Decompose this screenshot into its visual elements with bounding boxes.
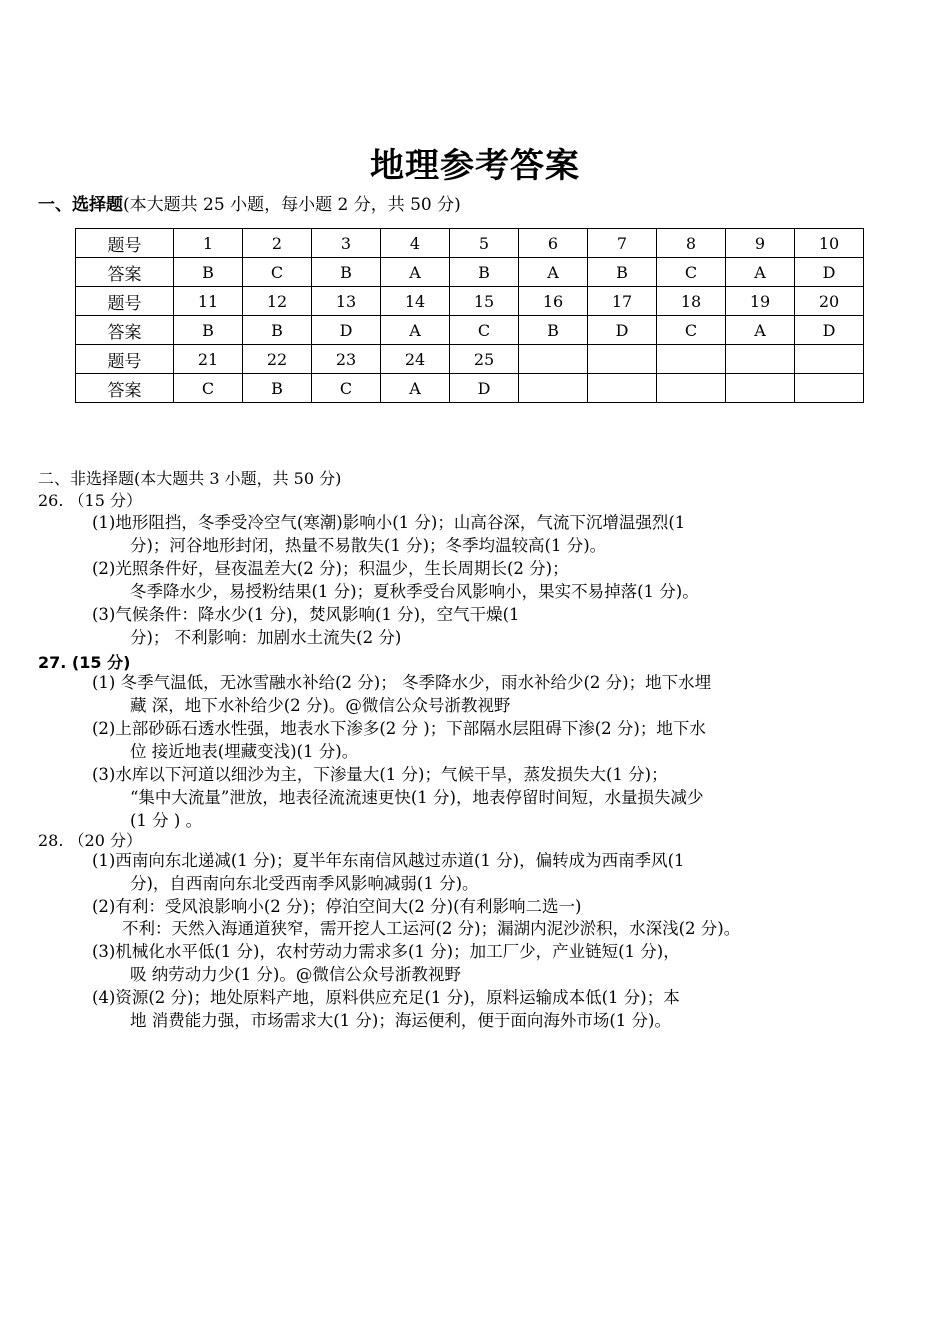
table-cell [657,345,726,374]
table-cell: 4 [381,229,450,258]
q27-line: (2)上部砂砾石透水性强，地表水下渗多(2 分 )；下部隔水层阻碍下渗(2 分)；地下水 [92,719,706,738]
table-cell: B [450,258,519,287]
q26-line: (2)光照条件好，昼夜温差大(2 分)；积温少，生长周期长(2 分)； [92,559,569,578]
table-cell: 20 [795,287,864,316]
table-cell: 13 [312,287,381,316]
section2-heading: 二、非选择题(本大题共 3 小题，共 50 分) [38,469,342,488]
table-label-answer: 答案 [76,258,174,287]
q26-line: 分)；河谷地形封闭，热量不易散失(1 分)；冬季均温较高(1 分)。 [130,536,607,555]
q28-line: (3)机械化水平低(1 分)，农村劳动力需求多(1 分)；加工厂少，产业链短(1 分)， [92,942,680,961]
q28-line: (2)有利：受风浪影响小(2 分)；停泊空间大(2 分)(有利影响二选一) [92,897,582,916]
table-cell: B [174,258,243,287]
q27-heading: 27. (15 分) [38,653,131,672]
table-cell: 22 [243,345,312,374]
table-cell: 8 [657,229,726,258]
table-cell: D [588,316,657,345]
table-cell: 15 [450,287,519,316]
table-cell [726,374,795,403]
table-cell: C [312,374,381,403]
table-label-answer: 答案 [76,374,174,403]
table-cell: B [243,374,312,403]
table-row [76,316,864,345]
table-cell: 25 [450,345,519,374]
section1-heading [38,190,461,215]
table-cell: A [726,316,795,345]
q26-heading: 26. （15 分） [38,491,142,510]
table-cell: 14 [381,287,450,316]
table-cell: 23 [312,345,381,374]
table-cell: B [312,258,381,287]
table-cell: 18 [657,287,726,316]
table-cell: 21 [174,345,243,374]
table-cell [519,345,588,374]
table-cell: 5 [450,229,519,258]
table-cell: D [450,374,519,403]
table-cell: D [795,316,864,345]
q26-line: 分)； 不利影响：加剧水土流失(2 分) [130,628,402,647]
table-cell [588,345,657,374]
table-cell: 6 [519,229,588,258]
table-label-answer: 答案 [76,316,174,345]
page-title: 地理参考答案 [370,146,580,186]
q28-line: (4)资源(2 分)；地处原料产地，原料供应充足(1 分)，原料运输成本低(1 分)；本 [92,988,680,1007]
section1-note: (本大题共 25 小题，每小题 2 分，共 50 分) [123,195,461,215]
table-cell: C [450,316,519,345]
table-cell: 2 [243,229,312,258]
table-cell: 19 [726,287,795,316]
table-cell: C [657,258,726,287]
table-cell [795,374,864,403]
table-cell [657,374,726,403]
q27-line: (3)水库以下河道以细沙为主，下渗量大(1 分)；气候干旱，蒸发损失大(1 分)； [92,765,668,784]
table-cell: B [243,316,312,345]
table-cell: D [795,258,864,287]
table-cell: D [312,316,381,345]
table-cell [588,374,657,403]
q27-line: 位 接近地表(埋藏变浅)(1 分)。 [130,742,359,761]
table-cell: B [174,316,243,345]
table-cell: 9 [726,229,795,258]
table-label-question: 题号 [76,229,174,258]
table-cell [726,345,795,374]
q27-line: (1) 冬季气温低，无冰雪融水补给(2 分)； 冬季降水少，雨水补给少(2 分)；地下水埋 [92,673,712,692]
table-cell: A [381,258,450,287]
table-cell: 1 [174,229,243,258]
table-cell: 17 [588,287,657,316]
q26-line: (3)气候条件：降水少(1 分)，焚风影响(1 分)，空气干燥(1 [92,605,520,624]
table-cell: 10 [795,229,864,258]
q28-line: 分)，自西南向东北受西南季风影响减弱(1 分)。 [130,874,479,893]
table-row [76,374,864,403]
table-row [76,229,864,258]
table-row [76,345,864,374]
table-cell [519,374,588,403]
table-cell: C [657,316,726,345]
q28-line: 不利：天然入海通道狭窄，需开挖人工运河(2 分)；漏湖内泥沙淤积，水深浅(2 分)。 [122,919,741,938]
table-label-question: 题号 [76,287,174,316]
table-cell: 24 [381,345,450,374]
table-cell: A [519,258,588,287]
table-row [76,287,864,316]
table-row [76,258,864,287]
q26-line: 冬季降水少，易授粉结果(1 分)；夏秋季受台风影响小，果实不易掉落(1 分)。 [130,582,699,601]
table-cell: 7 [588,229,657,258]
table-cell: 11 [174,287,243,316]
q28-heading: 28. （20 分） [38,831,142,850]
q28-line: 吸 纳劳动力少(1 分)。@微信公众号浙教视野 [130,965,461,984]
q27-line: “集中大流量”泄放，地表径流流速更快(1 分)，地表停留时间短，水量损失减少 [130,788,704,807]
table-cell: A [381,316,450,345]
table-cell [795,345,864,374]
table-cell: A [726,258,795,287]
q28-line: (1)西南向东北递减(1 分)；夏半年东南信风越过赤道(1 分)，偏转成为西南季风(1 [92,851,685,870]
table-label-question: 题号 [76,345,174,374]
table-cell: A [381,374,450,403]
section1-title: 一、选择题 [38,195,123,215]
answer-table [75,228,864,403]
q28-line: 地 消费能力强，市场需求大(1 分)；海运便利，便于面向海外市场(1 分)。 [130,1011,671,1030]
table-cell: C [174,374,243,403]
q27-line: (1 分 ) 。 [130,811,203,830]
table-cell: 12 [243,287,312,316]
q27-line: 藏 深，地下水补给少(2 分)。@微信公众号浙教视野 [130,696,511,715]
q26-line: (1)地形阻挡，冬季受冷空气(寒潮)影响小(1 分)；山高谷深，气流下沉增温强烈(1 [92,513,686,532]
table-cell: B [519,316,588,345]
table-cell: 16 [519,287,588,316]
table-cell: B [588,258,657,287]
table-cell: C [243,258,312,287]
table-cell: 3 [312,229,381,258]
